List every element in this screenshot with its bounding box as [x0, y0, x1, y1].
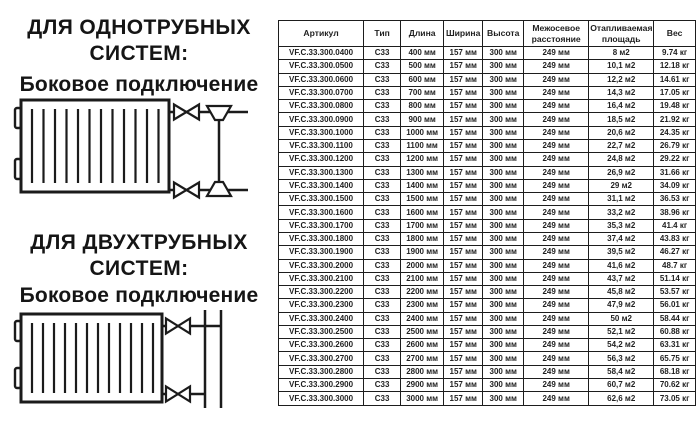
table-cell: VF.C.33.300.0400	[279, 47, 364, 60]
table-cell: 249 мм	[524, 60, 589, 73]
table-cell: 249 мм	[524, 312, 589, 325]
table-cell: 41.4 кг	[654, 219, 696, 232]
table-cell: 249 мм	[524, 113, 589, 126]
table-cell: VF.C.33.300.2000	[279, 259, 364, 272]
table-cell: 54,2 м2	[589, 339, 654, 352]
table-cell: 65.75 кг	[654, 352, 696, 365]
title-line: СИСТЕМ:	[89, 41, 189, 65]
title-line: СИСТЕМ:	[89, 256, 189, 280]
table-cell: 47,9 м2	[589, 299, 654, 312]
table-cell: 1600 мм	[401, 206, 444, 219]
table-row	[279, 272, 696, 285]
table-cell: 14.61 кг	[654, 73, 696, 86]
table-cell: 300 мм	[483, 139, 524, 152]
table-cell: 29 м2	[589, 179, 654, 192]
table-cell: C33	[364, 206, 401, 219]
table-cell: 2300 мм	[401, 299, 444, 312]
table-cell: C33	[364, 139, 401, 152]
table-cell: 157 мм	[444, 325, 483, 338]
table-cell: 1300 мм	[401, 166, 444, 179]
table-cell: 33,2 м2	[589, 206, 654, 219]
table-row	[279, 100, 696, 113]
table-cell: 9.74 кг	[654, 47, 696, 60]
table-cell: 157 мм	[444, 113, 483, 126]
single-pipe-connection-diagram	[12, 95, 254, 207]
column-header: Длина	[401, 21, 444, 47]
table-cell: VF.C.33.300.0600	[279, 73, 364, 86]
table-cell: 300 мм	[483, 166, 524, 179]
table-cell: 45,8 м2	[589, 286, 654, 299]
table-row	[279, 246, 696, 259]
valve-icon	[174, 183, 199, 198]
table-cell: 12,2 м2	[589, 73, 654, 86]
table-cell: 300 мм	[483, 153, 524, 166]
table-cell: 63.31 кг	[654, 339, 696, 352]
table-cell: 300 мм	[483, 113, 524, 126]
spec-table	[278, 20, 696, 406]
table-cell: 300 мм	[483, 100, 524, 113]
table-cell: 2400 мм	[401, 312, 444, 325]
diagrams-panel	[8, 0, 270, 421]
table-cell: 900 мм	[401, 113, 444, 126]
table-row	[279, 286, 696, 299]
table-cell: 300 мм	[483, 246, 524, 259]
table-cell: VF.C.33.300.2800	[279, 365, 364, 378]
table-cell: VF.C.33.300.0900	[279, 113, 364, 126]
table-cell: 50 м2	[589, 312, 654, 325]
table-cell: 157 мм	[444, 286, 483, 299]
table-cell: 300 мм	[483, 352, 524, 365]
table-row	[279, 232, 696, 245]
table-cell: 249 мм	[524, 73, 589, 86]
table-cell: C33	[364, 47, 401, 60]
table-cell: C33	[364, 100, 401, 113]
table-cell: 157 мм	[444, 126, 483, 139]
table-cell: VF.C.33.300.1000	[279, 126, 364, 139]
table-cell: 1900 мм	[401, 246, 444, 259]
table-cell: 31.66 кг	[654, 166, 696, 179]
table-cell: VF.C.33.300.1800	[279, 232, 364, 245]
table-cell: 249 мм	[524, 100, 589, 113]
table-cell: C33	[364, 153, 401, 166]
table-cell: 8 м2	[589, 47, 654, 60]
table-cell: 300 мм	[483, 193, 524, 206]
table-cell: C33	[364, 325, 401, 338]
table-cell: VF.C.33.300.2700	[279, 352, 364, 365]
table-cell: 300 мм	[483, 392, 524, 406]
table-cell: 2200 мм	[401, 286, 444, 299]
table-cell: VF.C.33.300.0500	[279, 60, 364, 73]
table-row	[279, 312, 696, 325]
table-cell: VF.C.33.300.0800	[279, 100, 364, 113]
table-cell: 800 мм	[401, 100, 444, 113]
table-cell: 1200 мм	[401, 153, 444, 166]
column-header: Артикул	[279, 21, 364, 47]
table-cell: 3000 мм	[401, 392, 444, 406]
table-cell: 73.05 кг	[654, 392, 696, 406]
table-cell: C33	[364, 312, 401, 325]
table-cell: 39,5 м2	[589, 246, 654, 259]
column-header: Ширина	[444, 21, 483, 47]
table-cell: 249 мм	[524, 246, 589, 259]
title-line: ДЛЯ ОДНОТРУБНЫХ	[27, 16, 251, 39]
table-cell: 157 мм	[444, 193, 483, 206]
table-cell: 300 мм	[483, 179, 524, 192]
table-cell: 20,6 м2	[589, 126, 654, 139]
table-cell: 300 мм	[483, 365, 524, 378]
table-header-row	[279, 21, 696, 47]
table-cell: 43.83 кг	[654, 232, 696, 245]
table-cell: 56,3 м2	[589, 352, 654, 365]
table-cell: VF.C.33.300.1100	[279, 139, 364, 152]
table-cell: 249 мм	[524, 259, 589, 272]
table-row	[279, 365, 696, 378]
two-pipe-connection-diagram	[12, 306, 254, 412]
table-cell: 249 мм	[524, 206, 589, 219]
valve-icon	[166, 319, 190, 334]
valve-icon	[174, 105, 199, 120]
table-cell: C33	[364, 232, 401, 245]
table-cell: 157 мм	[444, 166, 483, 179]
subtitle-side-connection-single: Боковое подключение	[19, 73, 259, 96]
valve-icon	[166, 387, 190, 402]
table-cell: 48.7 кг	[654, 259, 696, 272]
table-cell: 1000 мм	[401, 126, 444, 139]
table-cell: VF.C.33.300.1500	[279, 193, 364, 206]
table-cell: 249 мм	[524, 339, 589, 352]
table-row	[279, 166, 696, 179]
table-cell: 51.14 кг	[654, 272, 696, 285]
table-row	[279, 259, 696, 272]
table-cell: 62,6 м2	[589, 392, 654, 406]
table-cell: C33	[364, 193, 401, 206]
table-cell: 157 мм	[444, 352, 483, 365]
table-row	[279, 193, 696, 206]
table-cell: 58.44 кг	[654, 312, 696, 325]
table-cell: C33	[364, 272, 401, 285]
table-cell: C33	[364, 60, 401, 73]
table-cell: 38.96 кг	[654, 206, 696, 219]
table-row	[279, 139, 696, 152]
column-header: Тип	[364, 21, 401, 47]
table-cell: 36.53 кг	[654, 193, 696, 206]
table-cell: 300 мм	[483, 126, 524, 139]
table-row	[279, 113, 696, 126]
table-cell: 10,1 м2	[589, 60, 654, 73]
table-cell: 249 мм	[524, 325, 589, 338]
table-cell: 249 мм	[524, 232, 589, 245]
table-cell: 157 мм	[444, 299, 483, 312]
table-cell: 300 мм	[483, 73, 524, 86]
table-cell: 41,6 м2	[589, 259, 654, 272]
section-title-single-pipe	[8, 15, 270, 66]
table-cell: 300 мм	[483, 60, 524, 73]
table-cell: 249 мм	[524, 272, 589, 285]
table-cell: 300 мм	[483, 299, 524, 312]
table-cell: 2800 мм	[401, 365, 444, 378]
table-row	[279, 392, 696, 406]
column-header: Вес	[654, 21, 696, 47]
table-cell: 300 мм	[483, 219, 524, 232]
table-cell: 31,1 м2	[589, 193, 654, 206]
table-cell: 157 мм	[444, 206, 483, 219]
column-header: Межосевое расстояние	[524, 21, 589, 47]
table-cell: VF.C.33.300.1300	[279, 166, 364, 179]
table-cell: 249 мм	[524, 193, 589, 206]
table-cell: VF.C.33.300.1700	[279, 219, 364, 232]
table-cell: 249 мм	[524, 379, 589, 392]
table-row	[279, 47, 696, 60]
table-cell: C33	[364, 352, 401, 365]
table-cell: 2000 мм	[401, 259, 444, 272]
table-cell: 249 мм	[524, 299, 589, 312]
table-cell: 157 мм	[444, 219, 483, 232]
table-cell: VF.C.33.300.2400	[279, 312, 364, 325]
table-cell: 22,7 м2	[589, 139, 654, 152]
table-cell: 157 мм	[444, 179, 483, 192]
table-cell: 157 мм	[444, 100, 483, 113]
table-cell: 157 мм	[444, 365, 483, 378]
table-cell: 249 мм	[524, 126, 589, 139]
table-cell: 400 мм	[401, 47, 444, 60]
table-cell: 46.27 кг	[654, 246, 696, 259]
table-cell: C33	[364, 126, 401, 139]
table-cell: 157 мм	[444, 339, 483, 352]
table-cell: 2900 мм	[401, 379, 444, 392]
table-cell: 300 мм	[483, 259, 524, 272]
table-cell: 157 мм	[444, 259, 483, 272]
table-cell: 157 мм	[444, 86, 483, 99]
table-cell: VF.C.33.300.3000	[279, 392, 364, 406]
table-cell: 249 мм	[524, 179, 589, 192]
table-cell: 249 мм	[524, 286, 589, 299]
table-cell: 157 мм	[444, 60, 483, 73]
table-cell: 157 мм	[444, 47, 483, 60]
table-cell: VF.C.33.300.2300	[279, 299, 364, 312]
table-row	[279, 86, 696, 99]
title-line: ДЛЯ ДВУХТРУБНЫХ	[30, 231, 248, 254]
table-cell: 52,1 м2	[589, 325, 654, 338]
table-cell: 24,8 м2	[589, 153, 654, 166]
table-cell: 29.22 кг	[654, 153, 696, 166]
table-cell: 14,3 м2	[589, 86, 654, 99]
table-cell: C33	[364, 219, 401, 232]
table-row	[279, 179, 696, 192]
table-cell: VF.C.33.300.1200	[279, 153, 364, 166]
table-cell: C33	[364, 365, 401, 378]
tee-fitting-icon	[207, 106, 231, 120]
table-cell: 1100 мм	[401, 139, 444, 152]
table-cell: 56.01 кг	[654, 299, 696, 312]
table-cell: C33	[364, 179, 401, 192]
table-cell: C33	[364, 392, 401, 406]
table-row	[279, 126, 696, 139]
table-cell: VF.C.33.300.1400	[279, 179, 364, 192]
table-cell: 300 мм	[483, 325, 524, 338]
table-cell: 300 мм	[483, 312, 524, 325]
table-cell: 68.18 кг	[654, 365, 696, 378]
table-cell: 18,5 м2	[589, 113, 654, 126]
table-cell: 2700 мм	[401, 352, 444, 365]
table-cell: 24.35 кг	[654, 126, 696, 139]
table-cell: 249 мм	[524, 219, 589, 232]
table-cell: C33	[364, 166, 401, 179]
table-cell: C33	[364, 86, 401, 99]
table-cell: 12.18 кг	[654, 60, 696, 73]
table-cell: 35,3 м2	[589, 219, 654, 232]
table-cell: 300 мм	[483, 47, 524, 60]
table-cell: 26.79 кг	[654, 139, 696, 152]
table-cell: 249 мм	[524, 365, 589, 378]
tee-fitting-icon	[207, 182, 231, 196]
spec-table-container	[278, 20, 696, 406]
table-cell: 300 мм	[483, 86, 524, 99]
subtitle-side-connection-two: Боковое подключение	[19, 284, 259, 307]
table-cell: 249 мм	[524, 166, 589, 179]
table-cell: C33	[364, 113, 401, 126]
table-row	[279, 153, 696, 166]
table-cell: C33	[364, 379, 401, 392]
table-cell: C33	[364, 299, 401, 312]
table-cell: C33	[364, 339, 401, 352]
table-cell: 249 мм	[524, 86, 589, 99]
table-cell: 249 мм	[524, 139, 589, 152]
table-row	[279, 299, 696, 312]
table-cell: 16,4 м2	[589, 100, 654, 113]
table-cell: C33	[364, 259, 401, 272]
table-cell: VF.C.33.300.0700	[279, 86, 364, 99]
table-row	[279, 339, 696, 352]
table-cell: 17.05 кг	[654, 86, 696, 99]
table-cell: 2500 мм	[401, 325, 444, 338]
column-header: Отапливаемая площадь	[589, 21, 654, 47]
table-row	[279, 206, 696, 219]
table-cell: 70.62 кг	[654, 379, 696, 392]
table-cell: 19.48 кг	[654, 100, 696, 113]
table-row	[279, 73, 696, 86]
table-cell: 34.09 кг	[654, 179, 696, 192]
table-cell: 157 мм	[444, 232, 483, 245]
table-row	[279, 379, 696, 392]
table-cell: 1700 мм	[401, 219, 444, 232]
table-cell: 249 мм	[524, 392, 589, 406]
table-cell: 157 мм	[444, 153, 483, 166]
table-cell: 1400 мм	[401, 179, 444, 192]
table-cell: 1500 мм	[401, 193, 444, 206]
table-cell: VF.C.33.300.2200	[279, 286, 364, 299]
table-row	[279, 60, 696, 73]
table-cell: 500 мм	[401, 60, 444, 73]
table-cell: 157 мм	[444, 246, 483, 259]
table-cell: 157 мм	[444, 73, 483, 86]
table-cell: 37,4 м2	[589, 232, 654, 245]
table-cell: 300 мм	[483, 232, 524, 245]
table-cell: 157 мм	[444, 379, 483, 392]
table-cell: 157 мм	[444, 392, 483, 406]
table-cell: 300 мм	[483, 339, 524, 352]
table-cell: 21.92 кг	[654, 113, 696, 126]
table-cell: 249 мм	[524, 47, 589, 60]
table-cell: C33	[364, 286, 401, 299]
table-row	[279, 219, 696, 232]
table-cell: 1800 мм	[401, 232, 444, 245]
table-cell: 157 мм	[444, 139, 483, 152]
table-cell: 53.57 кг	[654, 286, 696, 299]
table-cell: 300 мм	[483, 272, 524, 285]
table-cell: 249 мм	[524, 352, 589, 365]
section-title-two-pipe	[8, 230, 270, 281]
table-cell: VF.C.33.300.2600	[279, 339, 364, 352]
table-cell: 157 мм	[444, 312, 483, 325]
table-cell: 2100 мм	[401, 272, 444, 285]
table-cell: 300 мм	[483, 206, 524, 219]
table-cell: VF.C.33.300.1600	[279, 206, 364, 219]
table-cell: 157 мм	[444, 272, 483, 285]
table-row	[279, 352, 696, 365]
table-cell: C33	[364, 73, 401, 86]
table-cell: 249 мм	[524, 153, 589, 166]
table-row	[279, 325, 696, 338]
table-cell: VF.C.33.300.1900	[279, 246, 364, 259]
table-cell: 700 мм	[401, 86, 444, 99]
table-cell: 2600 мм	[401, 339, 444, 352]
table-cell: 58,4 м2	[589, 365, 654, 378]
table-cell: 600 мм	[401, 73, 444, 86]
table-cell: VF.C.33.300.2100	[279, 272, 364, 285]
table-cell: 300 мм	[483, 286, 524, 299]
table-cell: 43,7 м2	[589, 272, 654, 285]
column-header: Высота	[483, 21, 524, 47]
table-cell: VF.C.33.300.2500	[279, 325, 364, 338]
table-cell: 60.88 кг	[654, 325, 696, 338]
table-cell: 300 мм	[483, 379, 524, 392]
table-cell: C33	[364, 246, 401, 259]
table-cell: 26,9 м2	[589, 166, 654, 179]
table-cell: 60,7 м2	[589, 379, 654, 392]
table-cell: VF.C.33.300.2900	[279, 379, 364, 392]
